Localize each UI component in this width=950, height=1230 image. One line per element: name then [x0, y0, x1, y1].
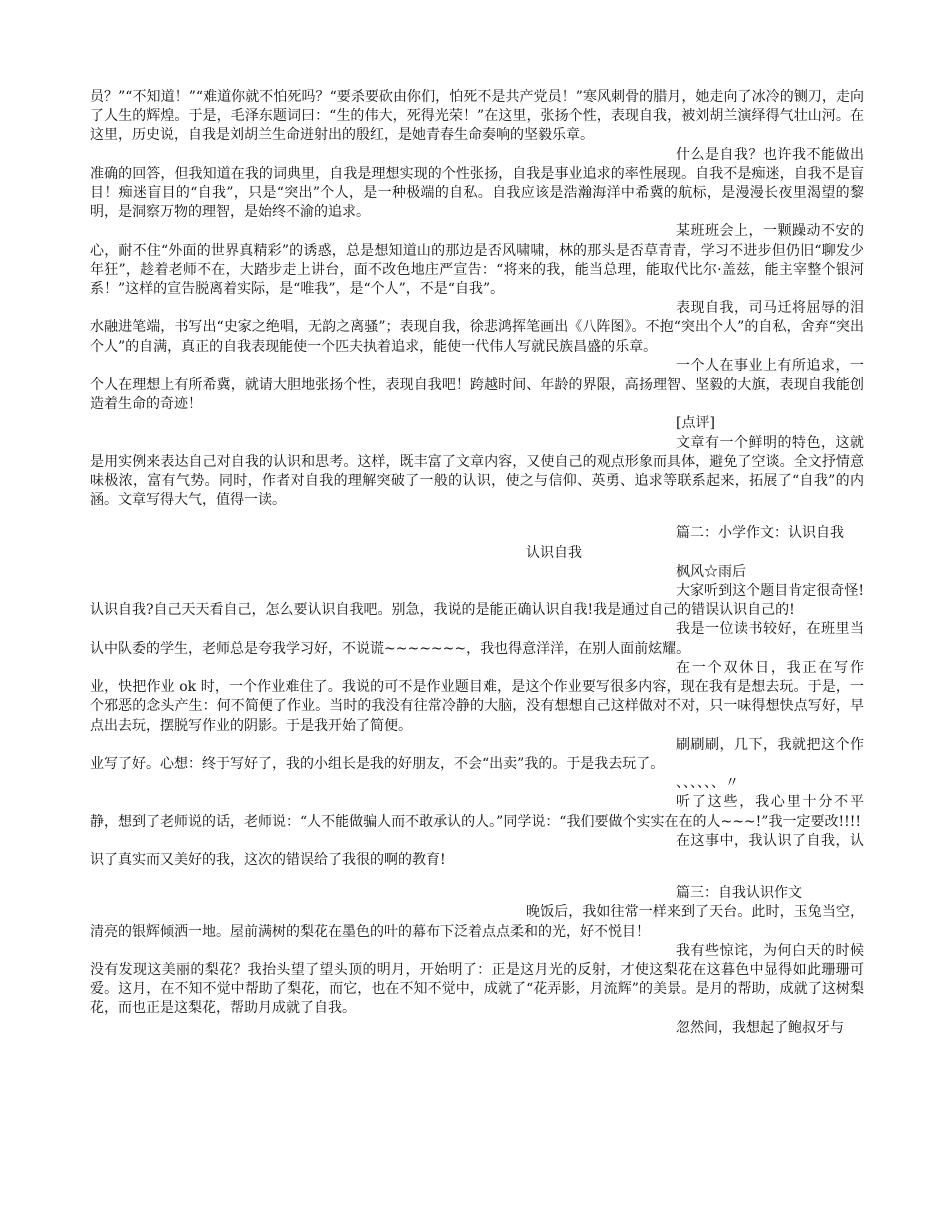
paragraph: 文章有一个鲜明的特色，这就是用实例来表达自己对自我的认识和思考。这样，既丰富了文章内容，又使自己的观点形象而具体，避免了空谈。全文抒情意味极浓，富有气势。同时，作者对自我的理解突破了一般的认识，使之与信仰、英勇、追求等联系起来，拓展了“自我”的内涵。文章写得大气，值得一读。	[90, 434, 864, 509]
section-gap	[90, 870, 864, 884]
paragraph: 什么是自我？也许我不能做出准确的回答，但我知道在我的词典里，自我是理想实现的个性张扬，自我是事业追求的率性展现。自我不是痴迷，自我不是盲目！痴迷盲目的“自我”，只是“突出”个人，是一种极端的自私。自我应该是浩瀚海洋中希冀的航标，是漫漫长夜里渴望的黎明，是洞察万物的理智，是始终不渝的追求。	[90, 146, 864, 221]
document-body	[90, 88, 864, 1038]
paragraph: 某班班会上，一颗躁动不安的心，耐不住“外面的世界真精彩”的诱惑，总是想知道山的那边是否风啸啸，林的那头是否草青青，学习不进步但仍旧“聊发少年狂”，趁着老师不在，大踏步走上讲台，面不改色地庄严宣告：“将来的我，能当总理，能取代比尔·盖兹，能主宰整个银河系！”这样的宣告脱离着实际，是“唯我”，是“个人”，不是“自我”。	[90, 223, 864, 298]
section-heading: 篇二：小学作文：认识自我	[676, 525, 844, 542]
paragraph: 大家听到这个题目肯定很奇怪!认识自我?自己天天看自己，怎么要认识自我吧。别急，我说的是能正确认识自我!我是通过自己的错误认识自己的!	[90, 583, 864, 619]
paragraph: 在一个双休日，我正在写作业，快把作业 ok 时，一个作业难住了。我说的可不是作业题目难，是这个作业要写很多内容，现在我有是想去玩。于是，一个邪恶的念头产生：何不简便了作业。当时的我没有往常冷静的大脑，没有想想自己这样做对不对，只一味得想快点写好，早点出去玩，摆脱写作业的阴影。于是我开始了简便。	[90, 659, 864, 734]
paragraph: 一个人在事业上有所追求，一个人在理想上有所希冀，就请大胆地张扬个性，表现自我吧！跨越时间、年龄的界限，高扬理智、坚毅的大旗，表现自我能创造着生命的奇迹！	[90, 357, 864, 413]
essay-title: 认识自我	[526, 544, 582, 561]
paragraph: 员？”“不知道！”“难道你就不怕死吗？“要杀要砍由你们，怕死不是共产党员！”寒风刺骨的腊月，她走向了冰冷的铡刀，走向了人生的辉煌。于是，毛泽东题词曰：“生的伟大，死得光荣！”在这里，张扬个性，表现自我，被刘胡兰演绎得气壮山河。在这里，历史说，自我是刘胡兰生命迸射出的殷红，是她青春生命奏响的坚毅乐章。	[90, 89, 864, 144]
paragraph: 我是一位读书较好，在班里当认中队委的学生，老师总是夸我学习好，不说谎~~~~~~~，我也得意洋洋，在别人面前炫耀。	[90, 621, 864, 657]
paragraph: 听了这些，我心里十分不平静，想到了老师说的话，老师说：“人不能做骗人而不敢承认的人。”同学说：“我们要做个实实在在的人~~~!”我一定要改!!!!	[90, 794, 864, 830]
paragraph: 刷刷刷，几下，我就把这个作业写了好。心想：终于写好了，我的小组长是我的好朋友，不会“出卖”我的。于是我去玩了。	[90, 736, 864, 772]
essay-author: 枫风☆雨后	[676, 563, 746, 580]
paragraph: 忽然间，我想起了鲍叔牙与	[676, 1019, 844, 1036]
section-gap	[90, 510, 864, 524]
comment-label: [点评]	[676, 415, 715, 432]
paragraph: 表现自我，司马迁将屈辱的泪水融进笔端，书写出“史家之绝唱，无韵之离骚”；表现自我，徐悲鸿挥笔画出《八阵图》。不抱“突出个人”的自私，舍弃“突出个人”的自满，真正的自我表现能使一个匹夫执着追求，能使一代伟人写就民族昌盛的乐章。	[90, 300, 864, 355]
ellipsis-line: 、、、、、、〃	[676, 775, 739, 792]
paragraph: 在这事中，我认识了自我，认识了真实而又美好的我，这次的错误给了我很的啊的教育!	[90, 832, 864, 868]
paragraph: 我有些惊诧，为何白天的时候没有发现这美丽的梨花？我抬头望了望头顶的明月，开始明了：正是这月光的反射，才使这梨花在这暮色中显得如此珊珊可爱。这月，在不知不觉中帮助了梨花，而它，也在不知不觉中，成就了“花弄影，月流辉”的美景。是月的帮助，成就了这树梨花，而也正是这梨花，帮助月成就了自我。	[90, 942, 864, 1017]
section-heading: 篇三：自我认识作文	[676, 885, 802, 902]
paragraph: 晚饭后，我如往常一样来到了天台。此时，玉兔当空，清亮的银辉倾洒一地。屋前满树的梨花在墨色的叶的幕布下泛着点点柔和的光，好不悦目！	[90, 904, 864, 940]
